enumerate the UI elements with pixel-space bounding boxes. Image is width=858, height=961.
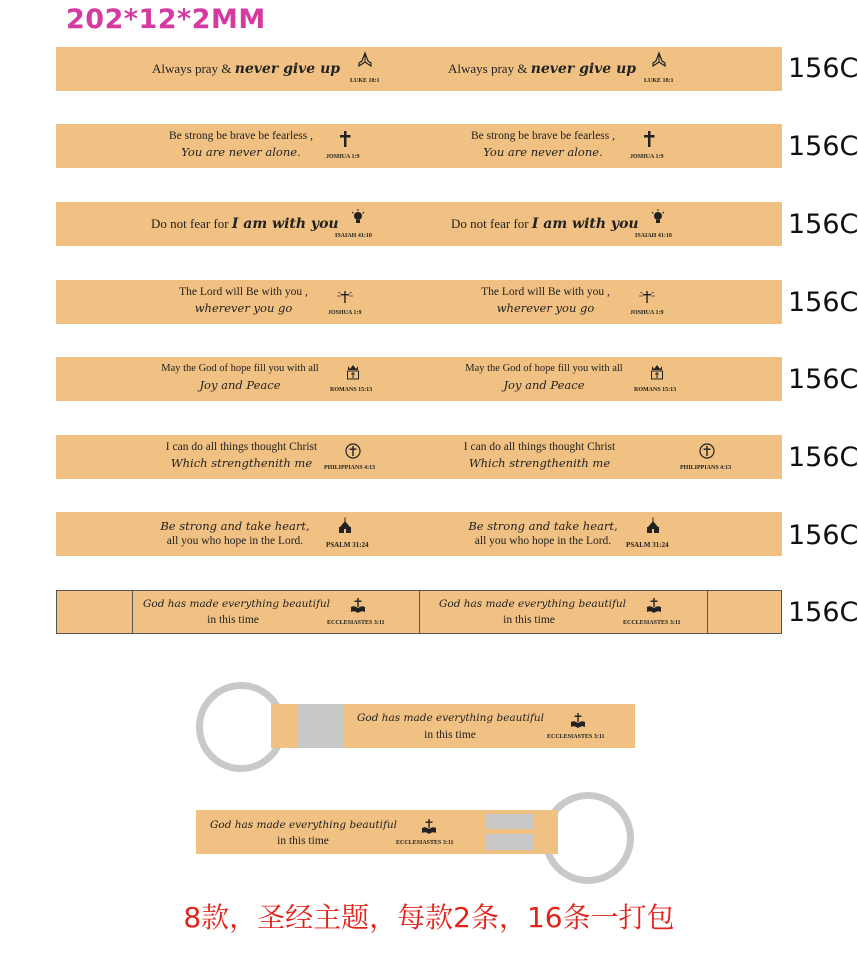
bible-cross-icon (420, 818, 438, 836)
verse-reference: PSALM 31:24 (326, 541, 369, 549)
cross-icon (336, 130, 354, 148)
praying-hands-icon (356, 51, 374, 69)
crowned-book-icon (648, 363, 666, 381)
radiant-cross-icon (336, 287, 354, 305)
verse-reference: PSALM 31:24 (626, 541, 669, 549)
band-text: all you who hope in the Lord. (166, 535, 304, 547)
band-text: Be strong be brave be fearless , (470, 130, 615, 142)
keychain-strap (271, 704, 635, 748)
band-message (150, 357, 450, 401)
verse-reference: ISAIAH 41:10 (635, 233, 672, 239)
verse-reference: JOSHUA 1:9 (328, 310, 362, 316)
band-text: in this time (277, 835, 329, 847)
band-message (154, 435, 454, 479)
band-script-text: Be strong and take heart, (160, 519, 310, 533)
band-message (150, 512, 450, 556)
band-message (458, 512, 758, 556)
band-divider (132, 591, 133, 633)
band-message (152, 47, 452, 91)
color-code: 156C (788, 287, 858, 318)
band-script-text: You are never alone. (483, 145, 603, 159)
band-message (454, 357, 754, 401)
band-message (458, 280, 758, 324)
band-script-text: God has made everything beautiful (210, 819, 398, 831)
band-text: in this time (424, 729, 476, 741)
verse-reference: ROMANS 15:13 (330, 387, 373, 393)
band-message (448, 47, 748, 91)
band-script-text: wherever you go (496, 301, 595, 315)
verse-reference: ECCLESIASTES 3:11 (396, 840, 454, 846)
verse-reference: LUKE 18:1 (644, 78, 674, 84)
band-message (458, 124, 758, 168)
bible-cross-icon (569, 712, 587, 730)
cross-medallion-icon (698, 442, 716, 460)
band-script-text: Joy and Peace (199, 378, 281, 392)
cross-medallion-icon (344, 442, 362, 460)
color-code: 156C (788, 209, 858, 240)
band-script-text: wherever you go (194, 301, 293, 315)
verse-reference: JOSHUA 1:9 (326, 154, 360, 160)
band-text: Always pray & (448, 61, 528, 76)
bracelet-band-7 (56, 512, 782, 556)
band-text: The Lord will Be with you , (481, 286, 610, 298)
band-message (151, 202, 451, 246)
band-message (439, 591, 739, 635)
band-text: May the God of hope fill you with all (465, 363, 623, 374)
radiant-cross-icon (638, 287, 656, 305)
band-script-text: Which strengthenith me (170, 456, 313, 470)
band-text: all you who hope in the Lord. (474, 535, 612, 547)
band-message (452, 435, 752, 479)
bracelet-band-5 (56, 357, 782, 401)
color-code: 156C (788, 597, 858, 628)
band-text: in this time (207, 614, 259, 626)
verse-reference: ECCLESIASTES 3:11 (547, 734, 605, 740)
band-script-text: Joy and Peace (503, 378, 585, 392)
band-message (156, 280, 456, 324)
metal-clip (298, 704, 344, 748)
size-label: 202*12*2MM (66, 4, 266, 35)
band-script-text: Which strengthenith me (468, 456, 611, 470)
band-script-text: never give up (530, 61, 637, 77)
band-text: in this time (503, 614, 555, 626)
bracelet-band-2 (56, 124, 782, 168)
band-message (357, 704, 657, 748)
band-script-text: God has made everything beautiful (357, 712, 545, 724)
verse-reference: JOSHUA 1:9 (630, 154, 664, 160)
color-code: 156C (788, 131, 858, 162)
verse-reference: ISAIAH 41:10 (335, 233, 372, 239)
band-script-text: You are never alone. (181, 145, 301, 159)
crowned-book-icon (344, 363, 362, 381)
band-script-text: I am with you (231, 216, 339, 232)
church-icon (644, 517, 662, 535)
bracelet-band-6 (56, 435, 782, 479)
verse-reference: ECCLESIASTES 3:11 (327, 620, 385, 626)
cross-icon (640, 130, 658, 148)
band-text: I can do all things thought Christ (463, 441, 616, 453)
band-text: Always pray & (152, 61, 232, 76)
band-text: Be strong be brave be fearless , (168, 130, 313, 142)
band-message (451, 202, 751, 246)
band-text: Do not fear for (151, 216, 229, 231)
band-script-text: I am with you (531, 216, 639, 232)
band-text: The Lord will Be with you , (179, 286, 308, 298)
bible-cross-icon (645, 597, 663, 615)
band-text: Do not fear for (451, 216, 529, 231)
band-message (210, 810, 510, 854)
church-icon (336, 517, 354, 535)
color-code: 156C (788, 53, 858, 84)
band-script-text: God has made everything beautiful (143, 598, 331, 610)
band-message (156, 124, 456, 168)
bracelet-band-8 (56, 590, 782, 634)
verse-reference: ROMANS 15:13 (634, 387, 677, 393)
color-code: 156C (788, 364, 858, 395)
band-script-text: never give up (234, 61, 341, 77)
footer-note: 8款，圣经主题，每款2条，16条一打包 (183, 901, 675, 934)
bracelet-band-3 (56, 202, 782, 246)
lightbulb-icon (649, 208, 667, 226)
lightbulb-icon (349, 208, 367, 226)
praying-hands-icon (650, 51, 668, 69)
verse-reference: ECCLESIASTES 3:11 (623, 620, 681, 626)
bracelet-band-4 (56, 280, 782, 324)
color-code: 156C (788, 442, 858, 473)
band-script-text: God has made everything beautiful (439, 598, 627, 610)
bracelet-band-1 (56, 47, 782, 91)
verse-reference: JOSHUA 1:9 (630, 310, 664, 316)
verse-reference: PHILIPPIANS 4:13 (680, 465, 732, 471)
band-text: May the God of hope fill you with all (161, 363, 319, 374)
keychain-strap (196, 810, 558, 854)
band-text: I can do all things thought Christ (165, 441, 318, 453)
verse-reference: LUKE 18:1 (350, 78, 380, 84)
bible-cross-icon (349, 597, 367, 615)
band-message (143, 591, 443, 635)
color-code: 156C (788, 520, 858, 551)
verse-reference: PHILIPPIANS 4:13 (324, 465, 376, 471)
band-script-text: Be strong and take heart, (468, 519, 618, 533)
